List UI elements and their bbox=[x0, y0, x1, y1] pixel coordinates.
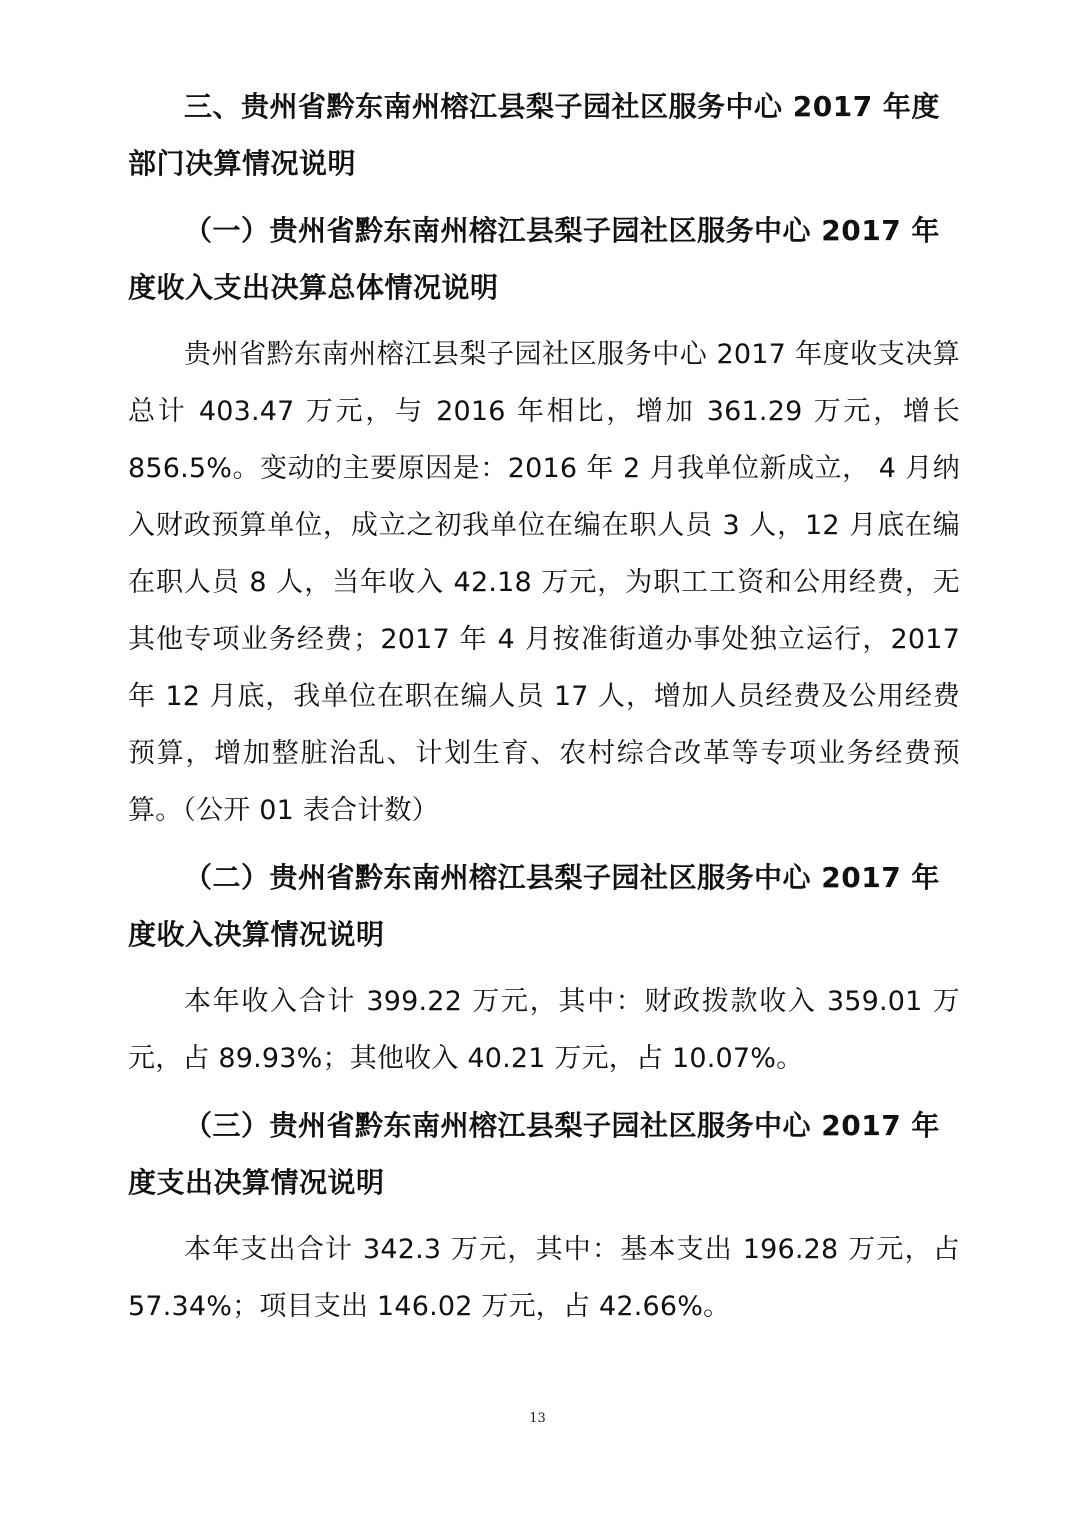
section-heading-3: （三）贵州省黔东南州榕江县梨子园社区服务中心 2017 年度支出决算情况说明 bbox=[128, 1109, 940, 1199]
section-body-2: 本年收入合计 399.22 万元，其中：财政拨款收入 359.01 万元，占 89.93%；其他收入 40.21 万元，占 10.07%。 bbox=[128, 986, 960, 1074]
document-content bbox=[128, 78, 960, 1335]
section-heading-2: （二）贵州省黔东南州榕江县梨子园社区服务中心 2017 年度收入决算情况说明 bbox=[128, 861, 940, 951]
main-heading: 三、贵州省黔东南州榕江县梨子园社区服务中心 2017 年度部门决算情况说明 bbox=[128, 90, 940, 180]
section-heading-1: （一）贵州省黔东南州榕江县梨子园社区服务中心 2017 年度收入支出决算总体情况说明 bbox=[128, 214, 940, 304]
page-number: 13 bbox=[529, 1411, 546, 1426]
section-body-3: 本年支出合计 342.3 万元，其中：基本支出 196.28 万元，占 57.34%；项目支出 146.02 万元，占 42.66%。 bbox=[128, 1234, 960, 1322]
section-body-1: 贵州省黔东南州榕江县梨子园社区服务中心 2017 年度收支决算总计 403.47 万元，与 2016 年相比，增加 361.29 万元，增长 856.5%。变动的主要原因是：2016 年 2 月我单位新成立， 4 月纳入财政预算单位，成立之初我单位在编在职人员 3 人，12 月底在编在职人员 8 人，当年收入 42.18 万元，为职工工资和公用经费，无其他专项业务经费；2017 年 4 月按准街道办事处独立运行，2017 年 12 月底，我单位在职在编人员 17 人，增加人员经费及公用经费预算，增加整脏治乱、计划生育、农村综合改革等专项业务经费预算。（公开 01 表合计数） bbox=[128, 339, 960, 826]
